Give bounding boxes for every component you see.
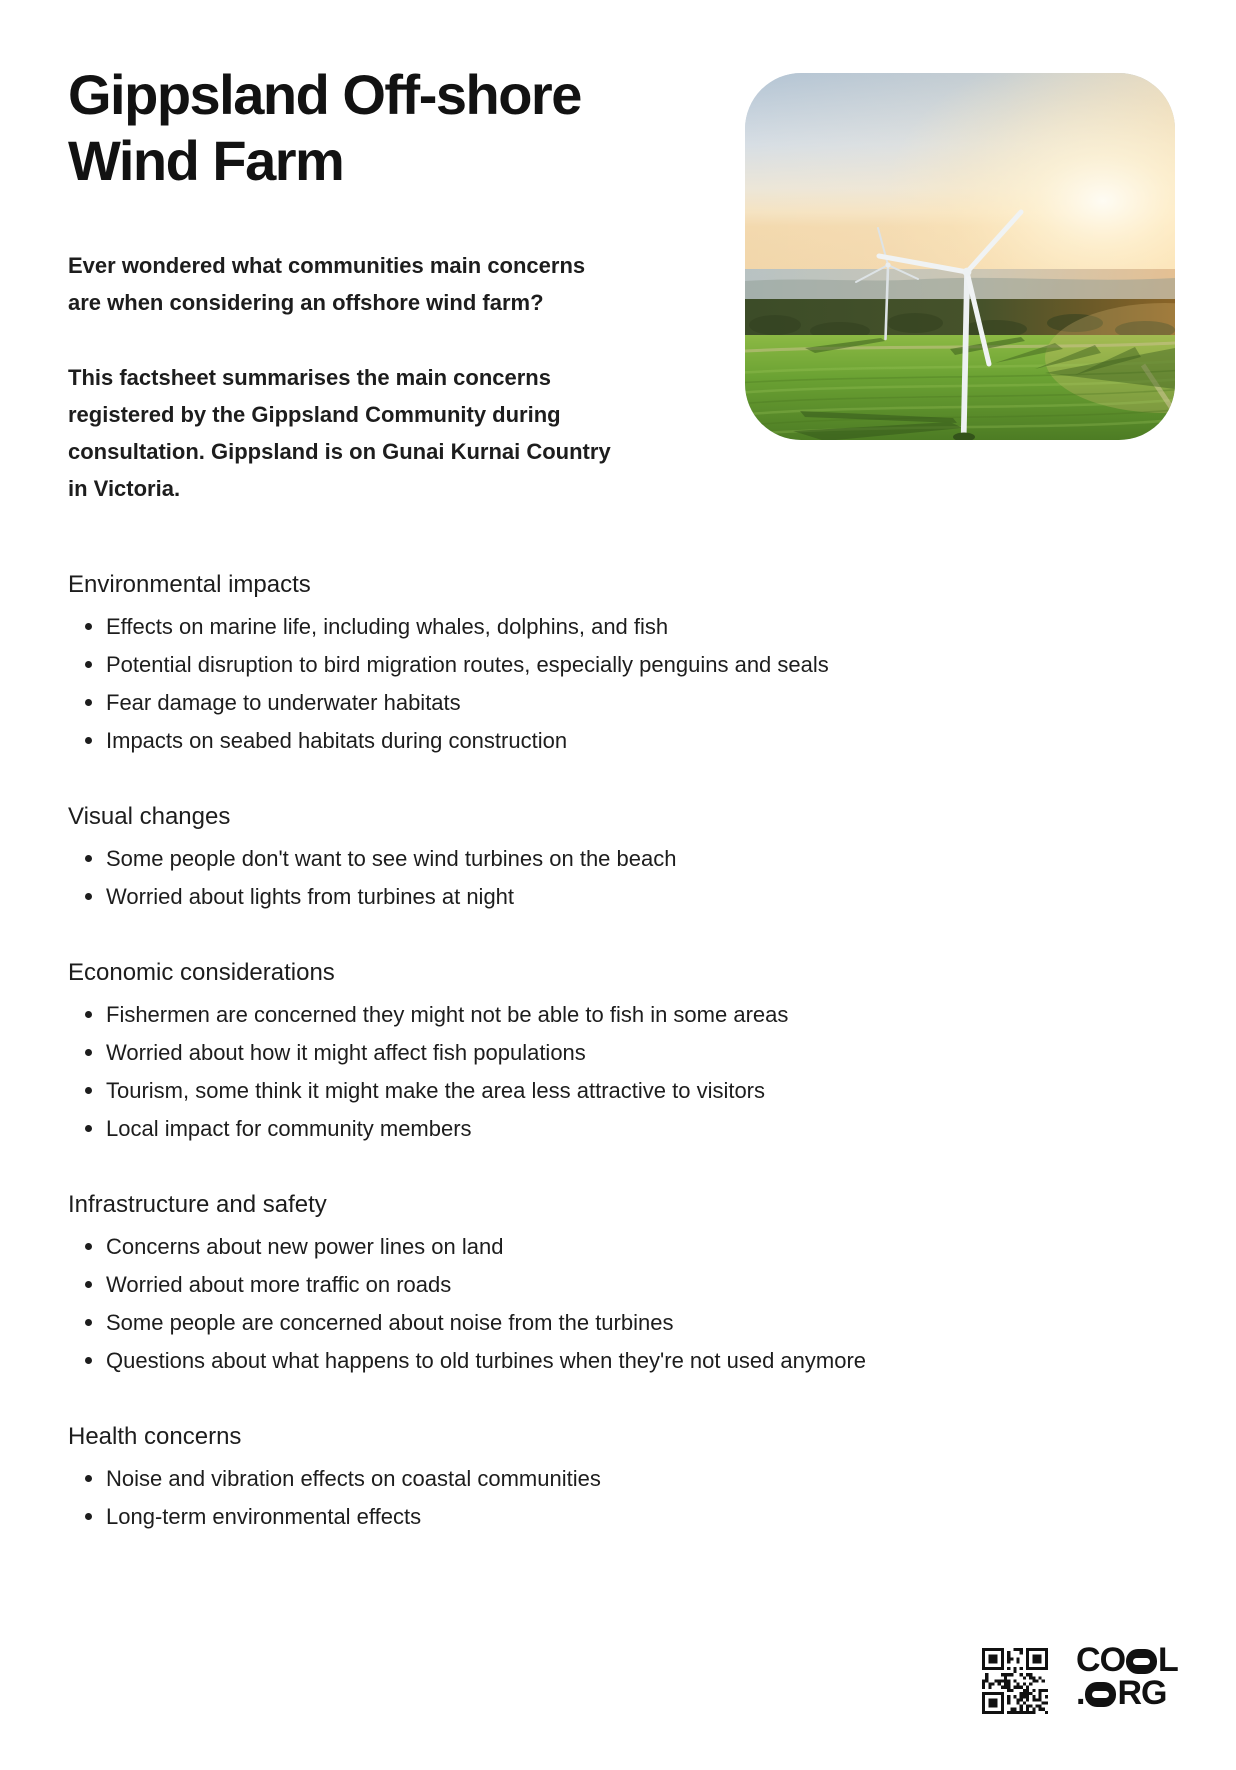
- bullet-item: Local impact for community members: [106, 1110, 1098, 1148]
- bullet-list: [68, 1228, 1098, 1380]
- page-title: Gippsland Off-shore Wind Farm: [68, 63, 581, 192]
- section-heading: Economic considerations: [68, 959, 335, 986]
- qr-code: [982, 1648, 1048, 1714]
- cool-org-logo: [1076, 1641, 1178, 1712]
- section-heading: Infrastructure and safety: [68, 1191, 327, 1218]
- bullet-item: Worried about how it might affect fish populations: [106, 1034, 1098, 1072]
- bullet-item: Fear damage to underwater habitats: [106, 684, 1098, 722]
- intro-question: Ever wondered what communities main concerns are when considering an offshore wind farm?: [68, 253, 586, 315]
- bullet-item: Some people are concerned about noise from the turbines: [106, 1304, 1098, 1342]
- logo-letter: R: [1117, 1674, 1142, 1712]
- logo-letter: L: [1158, 1641, 1178, 1679]
- sections-container: [68, 570, 1098, 1578]
- logo-line-2: [1076, 1674, 1178, 1712]
- section-heading: Health concerns: [68, 1423, 242, 1450]
- bullet-item: Questions about what happens to old turbines when they're not used anymore: [106, 1342, 1098, 1380]
- bullet-item: Impacts on seabed habitats during construction: [106, 722, 1098, 760]
- hero-photo: [745, 73, 1175, 440]
- bullet-item: Worried about more traffic on roads: [106, 1266, 1098, 1304]
- section-environmental-impacts: [68, 570, 1098, 760]
- logo-line-1: [1076, 1641, 1178, 1679]
- bullet-list: [68, 608, 1098, 760]
- intro-summary: This factsheet summarises the main concerns registered by the Gippsland Community during consultation. Gippsland is on Gunai Kurnai Country in Victoria.: [68, 365, 611, 501]
- bullet-list: [68, 996, 1098, 1148]
- section-heading: Visual changes: [68, 803, 231, 830]
- bullet-item: Noise and vibration effects on coastal communities: [106, 1460, 1098, 1498]
- logo-letter: G: [1141, 1674, 1167, 1712]
- logo-barred-o-icon: [1085, 1682, 1116, 1707]
- section-visual-changes: [68, 802, 1098, 916]
- logo-letter: .: [1076, 1674, 1085, 1712]
- bullet-item: Some people don't want to see wind turbines on the beach: [106, 840, 1098, 878]
- bullet-list: [68, 1460, 1098, 1536]
- section-heading: Environmental impacts: [68, 571, 311, 598]
- bullet-list: [68, 840, 1098, 916]
- wind-farm-illustration: [745, 73, 1175, 440]
- section-economic-considerations: [68, 958, 1098, 1148]
- logo-letter: C: [1076, 1641, 1100, 1679]
- section-health-concerns: [68, 1422, 1098, 1536]
- logo-barred-o-icon: [1126, 1649, 1157, 1674]
- bullet-item: Effects on marine life, including whales, dolphins, and fish: [106, 608, 1098, 646]
- section-infrastructure-and-safety: [68, 1190, 1098, 1380]
- bullet-item: Potential disruption to bird migration routes, especially penguins and seals: [106, 646, 1098, 684]
- bullet-item: Fishermen are concerned they might not be able to fish in some areas: [106, 996, 1098, 1034]
- bullet-item: Worried about lights from turbines at night: [106, 878, 1098, 916]
- logo-letter: O: [1099, 1641, 1126, 1679]
- bullet-item: Concerns about new power lines on land: [106, 1228, 1098, 1266]
- bullet-item: Tourism, some think it might make the area less attractive to visitors: [106, 1072, 1098, 1110]
- bullet-item: Long-term environmental effects: [106, 1498, 1098, 1536]
